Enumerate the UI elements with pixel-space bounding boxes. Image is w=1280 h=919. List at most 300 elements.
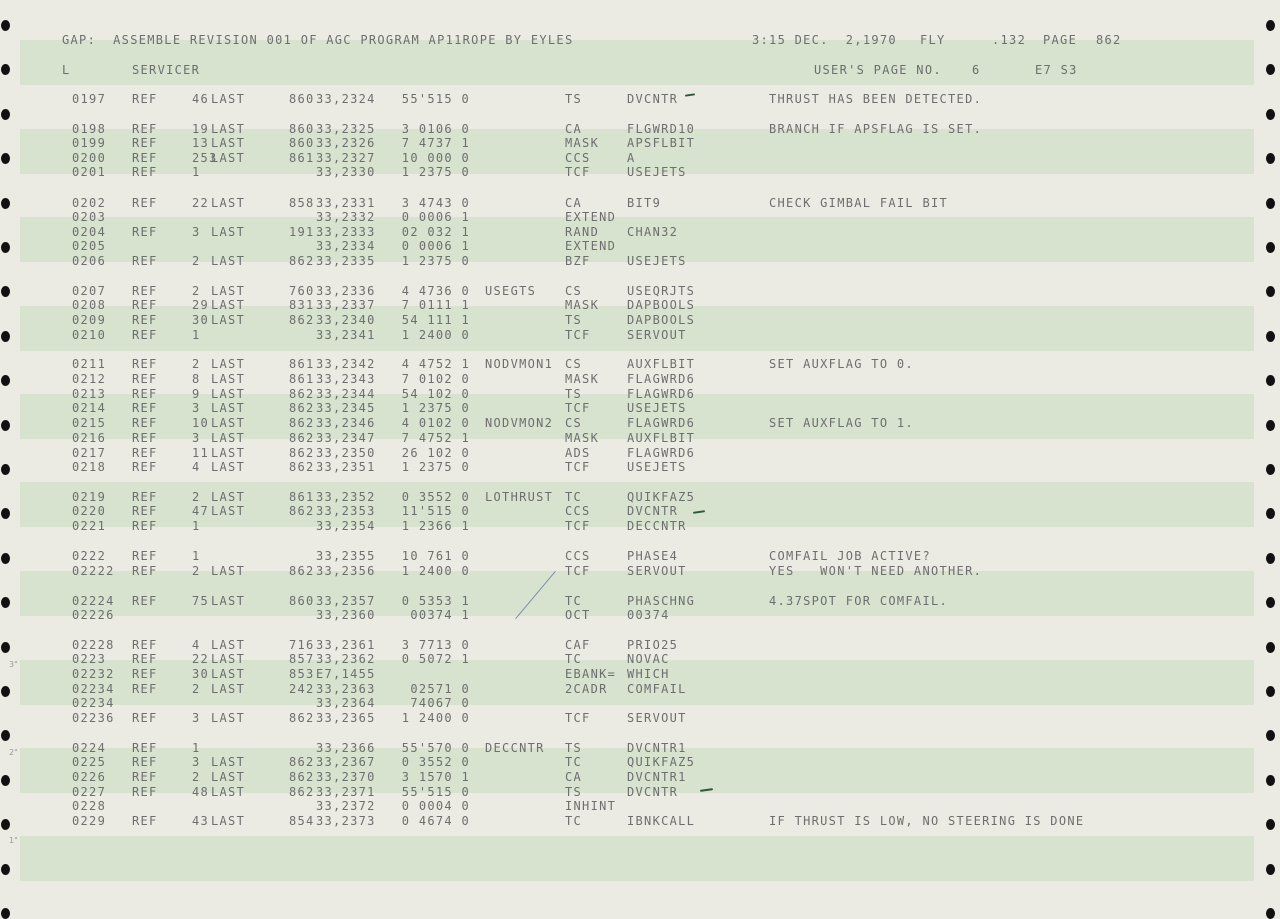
last-label: LAST [211, 92, 246, 106]
operand: BIT9 [627, 196, 662, 210]
last-label: LAST [211, 770, 246, 784]
right-feed-hole [1266, 153, 1275, 164]
ref-label: REF [132, 284, 158, 298]
listing-row: 0222 REF 1 33,2355 10 761 0 CCS PHASE4 COMFAIL JOB ACTIVE? [72, 549, 931, 563]
line-number: 02226 [72, 608, 115, 622]
right-feed-hole [1266, 775, 1275, 786]
last-label: LAST [211, 490, 246, 504]
line-number: 0227 [72, 785, 107, 799]
line-number: 0199 [72, 136, 107, 150]
listing-row: 0200 REF 253 LAST 861 33,2327 10 000 0 CCS A [72, 151, 636, 165]
listing-row: 0207 REF 2 LAST 760 33,2336 4 4736 0 USEGTS CS USEQRJTS [72, 284, 696, 298]
operand: SERVOUT [627, 564, 687, 578]
opcode: ADS [565, 446, 591, 460]
ref-label: REF [132, 298, 158, 312]
last-label: LAST [211, 564, 246, 578]
opcode: TCF [565, 564, 591, 578]
octal-value: 1 2400 0 [401, 711, 470, 725]
ref-label: REF [132, 401, 158, 415]
line-number: 0197 [72, 92, 107, 106]
last-label: LAST [211, 682, 246, 696]
last-label: LAST [211, 755, 246, 769]
opcode: CA [565, 122, 583, 136]
line-number: 0203 [72, 210, 107, 224]
listing-row: 0202 REF 22 LAST 858 33,2331 3 4743 0 CA BIT9 CHECK GIMBAL FAIL BIT [72, 196, 949, 210]
opcode: TC [565, 755, 583, 769]
ref-label: REF [132, 741, 158, 755]
listing-row: 02228 REF 4 LAST 716 33,2361 3 7713 0 CAF PRIO25 [72, 638, 679, 652]
ref-label: REF [132, 372, 158, 386]
opcode: TC [565, 490, 583, 504]
octal-value: 4 4736 0 [401, 284, 470, 298]
comment: CHECK GIMBAL FAIL BIT [769, 196, 949, 210]
operand: AUXFLBIT [627, 431, 696, 445]
greenbar-band [20, 836, 1254, 881]
ref-label: REF [132, 785, 158, 799]
right-feed-hole [1266, 198, 1275, 209]
margin-mark-2: 2" [9, 748, 18, 757]
octal-value: 3 0106 0 [401, 122, 470, 136]
symbol-label: NODVMON2 [485, 416, 554, 430]
address: 33,2353 [316, 504, 376, 518]
octal-value: 54 111 1 [401, 313, 470, 327]
user-page-number: 6 [972, 63, 981, 77]
right-feed-hole [1266, 686, 1275, 697]
operand: FLAGWRD6 [627, 446, 696, 460]
line-number: 02234 [72, 682, 115, 696]
right-feed-hole [1266, 597, 1275, 608]
right-feed-hole [1266, 864, 1275, 875]
opcode: MASK [565, 372, 600, 386]
ref-label: REF [132, 755, 158, 769]
listing-row: 0221 REF 1 33,2354 1 2366 1 TCF DECCNTR [72, 519, 687, 533]
last-label: LAST [211, 711, 246, 725]
operand: 00374 [627, 608, 670, 622]
opcode: TCF [565, 165, 591, 179]
address: 33,2366 [316, 741, 376, 755]
symbol-label: LOTHRUST [485, 490, 554, 504]
opcode: MASK [565, 431, 600, 445]
last-label: LAST [211, 357, 246, 371]
address: 33,2332 [316, 210, 376, 224]
octal-value: 7 4752 1 [401, 431, 470, 445]
octal-value: 0 3552 0 [401, 490, 470, 504]
listing-row: 0218 REF 4 LAST 862 33,2351 1 2375 0 TCF USEJETS [72, 460, 687, 474]
ref-label: REF [132, 431, 158, 445]
listing-row: 0224 REF 1 33,2366 55'570 0 DECCNTR TS DVCNTR1 [72, 741, 687, 755]
address: 33,2334 [316, 239, 376, 253]
opcode: TS [565, 741, 583, 755]
octal-value: 10 000 0 [401, 151, 470, 165]
octal-value: 55'515 0 [401, 785, 470, 799]
opcode: 2CADR [565, 682, 608, 696]
last-label: LAST [211, 313, 246, 327]
octal-value: 11'515 0 [401, 504, 470, 518]
address: 33,2347 [316, 431, 376, 445]
octal-value: 7 0111 1 [401, 298, 470, 312]
ref-label: REF [132, 652, 158, 666]
address: 33,2331 [316, 196, 376, 210]
ref-label: REF [132, 770, 158, 784]
right-feed-hole [1266, 642, 1275, 653]
octal-value: 1 2375 0 [401, 460, 470, 474]
octal-value: 1 2375 0 [401, 254, 470, 268]
right-feed-hole [1266, 242, 1275, 253]
listing-row: 0206 REF 2 LAST 862 33,2335 1 2375 0 BZF USEJETS [72, 254, 687, 268]
opcode: EXTEND [565, 239, 617, 253]
right-feed-hole [1266, 908, 1275, 919]
last-label: LAST [211, 652, 246, 666]
listing-row: 0211 REF 2 LAST 861 33,2342 4 4752 1 NODVMON1 CS AUXFLBIT SET AUXFLAG TO 0. [72, 357, 914, 371]
margin-mark-1: 1" [9, 836, 18, 845]
listing-row: 02234 REF 2 LAST 242 33,2363 02571 0 2CADR COMFAIL [72, 682, 687, 696]
operand: DVCNTR1 [627, 741, 687, 755]
listing-row: 0197 REF 46 LAST 860 33,2324 55'515 0 TS DVCNTR THRUST HAS BEEN DETECTED. [72, 92, 983, 106]
line-number: 0202 [72, 196, 107, 210]
ref-label: REF [132, 254, 158, 268]
address: 33,2371 [316, 785, 376, 799]
opcode: TCF [565, 460, 591, 474]
opcode: TS [565, 785, 583, 799]
ref-label: REF [132, 136, 158, 150]
right-feed-hole [1266, 464, 1275, 475]
opcode: CA [565, 196, 583, 210]
right-feed-hole [1266, 109, 1275, 120]
line-number: 0222 [72, 549, 107, 563]
opcode: CCS [565, 549, 591, 563]
line-number: 0228 [72, 799, 107, 813]
operand: DVCNTR [627, 92, 679, 106]
line-number: 02222 [72, 564, 115, 578]
line-number: 0223 [72, 652, 107, 666]
operand: NOVAC [627, 652, 670, 666]
line-number: 0221 [72, 519, 107, 533]
listing-row: 0219 REF 2 LAST 861 33,2352 0 3552 0 LOTHRUST TC QUIKFAZ5 [72, 490, 696, 504]
operand: USEJETS [627, 254, 687, 268]
line-number: 0209 [72, 313, 107, 327]
operand: COMFAIL [627, 682, 687, 696]
octal-value: 3 7713 0 [401, 638, 470, 652]
listing-row: 02232 REF 30 LAST 853 E7,1455 EBANK= WHICH [72, 667, 670, 681]
last-label: LAST [211, 460, 246, 474]
last-label: LAST [211, 387, 246, 401]
right-feed-hole [1266, 375, 1275, 386]
operand: SERVOUT [627, 711, 687, 725]
last-label: LAST [211, 298, 246, 312]
listing-row: 0223 REF 22 LAST 857 33,2362 0 5072 1 TC NOVAC [72, 652, 670, 666]
octal-value: 55'570 0 [401, 741, 470, 755]
header-time-date: 3:15 DEC. 2,1970 [752, 33, 897, 47]
line-number: 0208 [72, 298, 107, 312]
address: 33,2330 [316, 165, 376, 179]
last-label: LAST [211, 254, 246, 268]
opcode: OCT [565, 608, 591, 622]
line-number: 0215 [72, 416, 107, 430]
opcode: TC [565, 652, 583, 666]
listing-row: 0199 REF 13 LAST 860 33,2326 7 4737 1 MASK APSFLBIT [72, 136, 696, 150]
last-label: LAST [211, 151, 246, 165]
last-label: LAST [211, 416, 246, 430]
opcode: CA [565, 770, 583, 784]
address: 33,2362 [316, 652, 376, 666]
octal-value: 4 0102 0 [401, 416, 470, 430]
octal-value: 3 1570 1 [401, 770, 470, 784]
line-number: 0229 [72, 814, 107, 828]
right-feed-hole [1266, 331, 1275, 342]
section-title: SERVICER [132, 63, 201, 77]
octal-value: 0 0006 1 [401, 210, 470, 224]
listing-row: 02224 REF 75 LAST 860 33,2357 0 5353 1 TC PHASCHNG 4.37SPOT FOR COMFAIL. [72, 594, 949, 608]
octal-value: 7 0102 0 [401, 372, 470, 386]
opcode: CS [565, 284, 583, 298]
comment: THRUST HAS BEEN DETECTED. [769, 92, 983, 106]
address: 33,2370 [316, 770, 376, 784]
last-label: LAST [211, 372, 246, 386]
address: 33,2350 [316, 446, 376, 460]
address: 33,2344 [316, 387, 376, 401]
address: 33,2352 [316, 490, 376, 504]
ref-label: REF [132, 711, 158, 725]
ref-label: REF [132, 122, 158, 136]
operand: FLAGWRD6 [627, 416, 696, 430]
octal-value: 0 3552 0 [401, 755, 470, 769]
operand: CHAN32 [627, 225, 679, 239]
operand: PHASE4 [627, 549, 679, 563]
opcode: CAF [565, 638, 591, 652]
opcode: EBANK= [565, 667, 617, 681]
operand: APSFLBIT [627, 136, 696, 150]
opcode: MASK [565, 136, 600, 150]
listing-row: 0198 REF 19 LAST 860 33,2325 3 0106 0 CA FLGWRD10 BRANCH IF APSFLAG IS SET. [72, 122, 983, 136]
listing-row: 0213 REF 9 LAST 862 33,2344 54 102 0 TS FLAGWRD6 [72, 387, 696, 401]
last-label: LAST [211, 638, 246, 652]
octal-value: 1 2366 1 [401, 519, 470, 533]
address: 33,2326 [316, 136, 376, 150]
operand: A [627, 151, 636, 165]
ref-label: REF [132, 682, 158, 696]
operand: DVCNTR [627, 785, 679, 799]
right-feed-hole [1266, 553, 1275, 564]
opcode: TCF [565, 711, 591, 725]
operand: FLAGWRD6 [627, 387, 696, 401]
opcode: RAND [565, 225, 600, 239]
line-number: 0200 [72, 151, 107, 165]
header-sub-left: L [62, 63, 71, 77]
address: 33,2346 [316, 416, 376, 430]
address: 33,2365 [316, 711, 376, 725]
ref-label: REF [132, 519, 158, 533]
listing-row: 0212 REF 8 LAST 861 33,2343 7 0102 0 MASK FLAGWRD6 [72, 372, 696, 386]
right-feed-hole [1266, 730, 1275, 741]
address: 33,2341 [316, 328, 376, 342]
octal-value: 4 4752 1 [401, 357, 470, 371]
line-number: 0225 [72, 755, 107, 769]
margin-mark-3: 3" [9, 660, 18, 669]
operand: FLAGWRD6 [627, 372, 696, 386]
right-feed-hole [1266, 64, 1275, 75]
ref-label: REF [132, 814, 158, 828]
octal-value: 1 2400 0 [401, 328, 470, 342]
address: 33,2355 [316, 549, 376, 563]
address: 33,2324 [316, 92, 376, 106]
left-feed-hole [1, 864, 10, 875]
listing-row: 02222 REF 2 LAST 862 33,2356 1 2400 0 TCF SERVOUT YES WON'T NEED ANOTHER. [72, 564, 983, 578]
address: 33,2364 [316, 696, 376, 710]
octal-value: 02571 0 [410, 682, 470, 696]
listing-row: 0225 REF 3 LAST 862 33,2367 0 3552 0 TC QUIKFAZ5 [72, 755, 696, 769]
address: 33,2357 [316, 594, 376, 608]
comment: SET AUXFLAG TO 1. [769, 416, 914, 430]
operand: USEJETS [627, 460, 687, 474]
left-feed-hole [1, 908, 10, 919]
address: 33,2333 [316, 225, 376, 239]
octal-value: 0 0006 1 [401, 239, 470, 253]
line-number: 0220 [72, 504, 107, 518]
line-number: 0212 [72, 372, 107, 386]
ref-label: REF [132, 638, 158, 652]
line-number: 0224 [72, 741, 107, 755]
ref-label: REF [132, 165, 158, 179]
octal-value: 0 0004 0 [401, 799, 470, 813]
opcode: CCS [565, 151, 591, 165]
comment: SET AUXFLAG TO 0. [769, 357, 914, 371]
operand: SERVOUT [627, 328, 687, 342]
listing-row: 0210 REF 1 33,2341 1 2400 0 TCF SERVOUT [72, 328, 687, 342]
octal-value: 0 4674 0 [401, 814, 470, 828]
ref-label: REF [132, 416, 158, 430]
address: 33,2343 [316, 372, 376, 386]
opcode: TCF [565, 519, 591, 533]
octal-value: 00374 1 [410, 608, 470, 622]
line-number: 0216 [72, 431, 107, 445]
listing-row [0, 210, 1250, 225]
line-number: 0198 [72, 122, 107, 136]
opcode: TCF [565, 401, 591, 415]
listing-row [0, 608, 1250, 623]
line-number: 0214 [72, 401, 107, 415]
ref-label: REF [132, 504, 158, 518]
header-page-label: PAGE [1043, 33, 1078, 47]
address: 33,2335 [316, 254, 376, 268]
opcode: TC [565, 594, 583, 608]
octal-value: 74067 0 [410, 696, 470, 710]
opcode: EXTEND [565, 210, 617, 224]
last-label: LAST [211, 667, 246, 681]
last-label: LAST [211, 785, 246, 799]
user-page-label: USER'S PAGE NO. [814, 63, 942, 77]
operand: DVCNTR1 [627, 770, 687, 784]
operand: DAPBOOLS [627, 313, 696, 327]
symbol-label: NODVMON1 [485, 357, 554, 371]
opcode: CS [565, 416, 583, 430]
operand: QUIKFAZ5 [627, 755, 696, 769]
ref-label: REF [132, 92, 158, 106]
line-number: 02236 [72, 711, 115, 725]
listing-row [0, 799, 1250, 814]
octal-value: 1 2375 0 [401, 401, 470, 415]
opcode: MASK [565, 298, 600, 312]
left-feed-hole [1, 730, 10, 741]
last-label: LAST [211, 446, 246, 460]
operand: WHICH [627, 667, 670, 681]
ref-label: REF [132, 667, 158, 681]
opcode: BZF [565, 254, 591, 268]
last-label: LAST [211, 284, 246, 298]
address: 33,2361 [316, 638, 376, 652]
last-label: LAST [211, 401, 246, 415]
address: 33,2327 [316, 151, 376, 165]
ref-label: REF [132, 313, 158, 327]
operand: FLGWRD10 [627, 122, 696, 136]
address: 33,2345 [316, 401, 376, 415]
listing-row: 0208 REF 29 LAST 831 33,2337 7 0111 1 MASK DAPBOOLS [72, 298, 696, 312]
ref-label: REF [132, 225, 158, 239]
line-number: 02228 [72, 638, 115, 652]
address: 33,2325 [316, 122, 376, 136]
operand: IBNKCALL [627, 814, 696, 828]
opcode: TCF [565, 328, 591, 342]
octal-value: 7 4737 1 [401, 136, 470, 150]
ref-label: REF [132, 357, 158, 371]
listing-row: 0216 REF 3 LAST 862 33,2347 7 4752 1 MASK AUXFLBIT [72, 431, 696, 445]
last-label: LAST [211, 594, 246, 608]
left-feed-hole [1, 64, 10, 75]
operand: USEQRJTS [627, 284, 696, 298]
opcode: TS [565, 387, 583, 401]
header-page-number: 862 [1096, 33, 1122, 47]
address: 33,2372 [316, 799, 376, 813]
line-number: 0217 [72, 446, 107, 460]
operand: PRIO25 [627, 638, 679, 652]
opcode: TS [565, 313, 583, 327]
listing-row: 02236 REF 3 LAST 862 33,2365 1 2400 0 TCF SERVOUT [72, 711, 687, 725]
listing-row: 0220 REF 47 LAST 862 33,2353 11'515 0 CCS DVCNTR [72, 504, 679, 518]
ref-label: REF [132, 151, 158, 165]
last-label: LAST [211, 225, 246, 239]
left-feed-hole [1, 20, 10, 31]
opcode: TS [565, 92, 583, 106]
ref-label: REF [132, 460, 158, 474]
address: 33,2340 [316, 313, 376, 327]
last-label: LAST [211, 814, 246, 828]
listing-row: 0226 REF 2 LAST 862 33,2370 3 1570 1 CA DVCNTR1 [72, 770, 687, 784]
operand: DAPBOOLS [627, 298, 696, 312]
section-code: E7 S3 [1035, 63, 1078, 77]
octal-value: 1 2375 0 [401, 165, 470, 179]
left-feed-hole [1, 109, 10, 120]
line-number: 0204 [72, 225, 107, 239]
symbol-label: DECCNTR [485, 741, 545, 755]
listing-row: 0201 REF 1 33,2330 1 2375 0 TCF USEJETS [72, 165, 687, 179]
right-feed-hole [1266, 420, 1275, 431]
line-number: 0219 [72, 490, 107, 504]
last-label: LAST [211, 431, 246, 445]
address: 33,2337 [316, 298, 376, 312]
operand: QUIKFAZ5 [627, 490, 696, 504]
address: 33,2367 [316, 755, 376, 769]
ref-label: REF [132, 446, 158, 460]
right-feed-hole [1266, 508, 1275, 519]
ref-label: REF [132, 490, 158, 504]
comment: YES WON'T NEED ANOTHER. [769, 564, 983, 578]
listing-row: 0229 REF 43 LAST 854 33,2373 0 4674 0 TC IBNKCALL IF THRUST IS LOW, NO STEERING IS DONE [72, 814, 1085, 828]
line-number: 0206 [72, 254, 107, 268]
opcode: CS [565, 357, 583, 371]
line-number: 0213 [72, 387, 107, 401]
operand: DECCNTR [627, 519, 687, 533]
ref-label: REF [132, 387, 158, 401]
address: 33,2373 [316, 814, 376, 828]
